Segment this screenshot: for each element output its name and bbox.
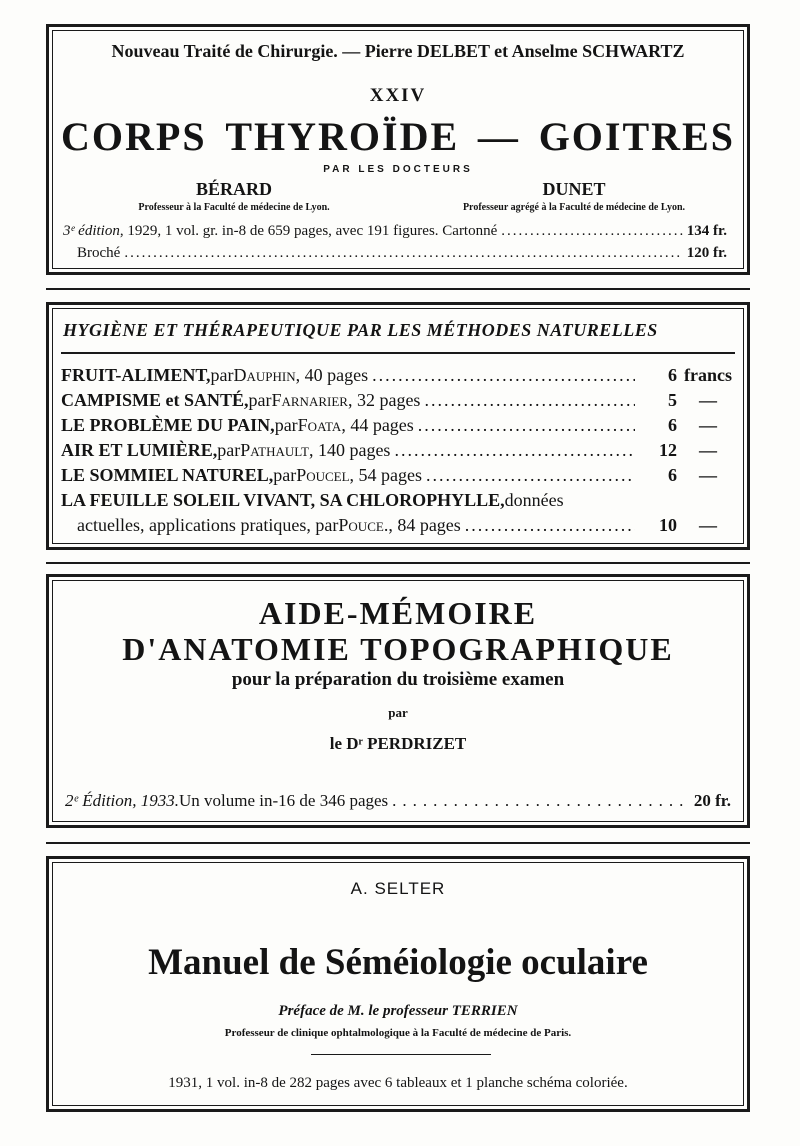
edition-text: Un volume in-16 de 346 pages bbox=[179, 791, 389, 810]
ad-hygiene-therapeutique bbox=[46, 302, 750, 550]
item-pages: , 44 pages bbox=[341, 415, 414, 435]
item-title: AIR ET LUMIÈRE, bbox=[61, 440, 218, 460]
series-header: Nouveau Traité de Chirurgie. — Pierre DELBET et Anselme SCHWARTZ bbox=[111, 41, 685, 61]
dot-leader bbox=[392, 791, 690, 811]
item-unit: — bbox=[699, 465, 717, 485]
dot-leader bbox=[124, 245, 682, 262]
item-title: LE SOMMIEL NATUREL, bbox=[61, 465, 274, 485]
list-item bbox=[61, 440, 739, 465]
item-par: par bbox=[248, 390, 272, 410]
item-price: 6 bbox=[668, 415, 677, 435]
list-item bbox=[61, 390, 739, 415]
title-rule bbox=[61, 352, 735, 354]
item-author: Foata bbox=[297, 415, 342, 435]
dot-leader bbox=[394, 440, 635, 461]
broche-label: Broché bbox=[77, 245, 121, 261]
item-unit: — bbox=[699, 515, 717, 535]
item-price: 5 bbox=[668, 390, 677, 410]
dot-leader bbox=[426, 465, 635, 486]
ad-corps-thyroide bbox=[46, 24, 750, 275]
author: A. SELTER bbox=[350, 879, 446, 898]
dot-leader bbox=[372, 365, 635, 386]
divider bbox=[46, 562, 750, 564]
edition-line bbox=[63, 223, 727, 240]
dot-leader bbox=[465, 515, 635, 536]
title-word: THYROÏDE bbox=[225, 114, 460, 159]
item-price: 10 bbox=[659, 515, 677, 535]
author-berard-affiliation: Professeur à la Faculté de médecine de Lyon. bbox=[138, 202, 330, 213]
title-line-1: AIDE-MÉMOIRE bbox=[258, 595, 538, 631]
item-title: FRUIT-ALIMENT, bbox=[61, 365, 211, 385]
item-author: Pouce bbox=[338, 515, 384, 535]
item-author: Farnarier bbox=[271, 390, 348, 410]
item-pages: , 140 pages bbox=[308, 440, 391, 460]
item-unit: francs bbox=[684, 365, 732, 385]
broche-line bbox=[77, 245, 727, 262]
edition-line: 1931, 1 vol. in-8 de 282 pages avec 6 tableaux et 1 planche schéma coloriée. bbox=[168, 1075, 628, 1091]
item-par: par bbox=[274, 415, 298, 435]
subtitle: pour la préparation du troisième examen bbox=[231, 669, 565, 690]
item-par: par bbox=[210, 365, 234, 385]
item-par: par bbox=[217, 440, 241, 460]
par-label: par bbox=[388, 705, 408, 720]
divider bbox=[46, 288, 750, 290]
item-price: 12 bbox=[659, 440, 677, 460]
item-title: CAMPISME et SANTÉ, bbox=[61, 390, 249, 410]
item-unit: — bbox=[699, 390, 717, 410]
divider bbox=[46, 842, 750, 844]
edition-label: 3ᵉ édition bbox=[63, 223, 120, 239]
item-unit: — bbox=[699, 415, 717, 435]
author-berard: BÉRARD bbox=[195, 179, 272, 199]
item-price: 6 bbox=[668, 465, 677, 485]
list-item bbox=[61, 365, 739, 390]
volume-number: XXIV bbox=[369, 85, 427, 106]
dot-leader bbox=[501, 223, 682, 240]
edition-price: 20 fr. bbox=[693, 791, 731, 810]
item-title: LA FEUILLE SOLEIL VIVANT, SA CHLOROPHYLLE, bbox=[61, 490, 505, 510]
item-price: 6 bbox=[668, 365, 677, 385]
author-dunet: DUNET bbox=[542, 179, 606, 199]
author: le Dʳ PERDRIZET bbox=[329, 734, 467, 753]
item-pages: , 54 pages bbox=[349, 465, 423, 485]
item-title: LE PROBLÈME DU PAIN, bbox=[61, 415, 275, 435]
edition-line bbox=[65, 791, 731, 811]
title-word: — bbox=[477, 114, 520, 159]
book-title bbox=[61, 113, 735, 160]
rule bbox=[311, 1054, 491, 1055]
item-pages: ., 84 pages bbox=[383, 515, 461, 535]
title-word: CORPS bbox=[61, 114, 207, 159]
ad-semeiologie-oculaire bbox=[46, 856, 750, 1112]
edition-label: 2ᵉ Édition, 1933. bbox=[65, 791, 180, 810]
section-title: HYGIÈNE ET THÉRAPEUTIQUE PAR LES MÉTHODES NATURELLES bbox=[63, 320, 658, 340]
item-author: Pathault bbox=[240, 440, 309, 460]
dot-leader bbox=[418, 415, 635, 436]
item-pages: , 32 pages bbox=[347, 390, 421, 410]
item-par: par bbox=[273, 465, 297, 485]
preface: Préface de M. le professeur TERRIEN bbox=[278, 1003, 518, 1019]
par-les-docteurs: PAR LES DOCTEURS bbox=[323, 164, 473, 175]
item-author: Poucel bbox=[296, 465, 350, 485]
book-list bbox=[61, 365, 739, 540]
author-dunet-affiliation: Professeur agrégé à la Faculté de médecine de Lyon. bbox=[462, 202, 686, 213]
ad-aide-memoire bbox=[46, 574, 750, 828]
item-continuation: données bbox=[504, 490, 564, 510]
title-word: GOITRES bbox=[538, 114, 735, 159]
item-unit: — bbox=[699, 440, 717, 460]
dot-leader bbox=[424, 390, 635, 411]
item-pages: , 40 pages bbox=[295, 365, 369, 385]
list-item bbox=[61, 465, 739, 490]
list-item bbox=[61, 490, 739, 515]
item-description: actuelles, applications pratiques, par bbox=[77, 515, 339, 535]
broche-price: 120 fr. bbox=[686, 245, 727, 261]
item-author: Dauphin bbox=[233, 365, 296, 385]
book-title: Manuel de Séméiologie oculaire bbox=[148, 942, 648, 983]
list-item bbox=[61, 415, 739, 440]
edition-price: 134 fr. bbox=[686, 223, 727, 239]
preface-affiliation: Professeur de clinique ophtalmologique à la Faculté de médecine de Paris. bbox=[224, 1027, 572, 1039]
title-line-2: D'ANATOMIE TOPOGRAPHIQUE bbox=[122, 631, 674, 667]
list-item-continued bbox=[61, 515, 739, 540]
edition-text: , 1929, 1 vol. gr. in-8 de 659 pages, avec 191 figures. Cartonné bbox=[119, 223, 498, 239]
